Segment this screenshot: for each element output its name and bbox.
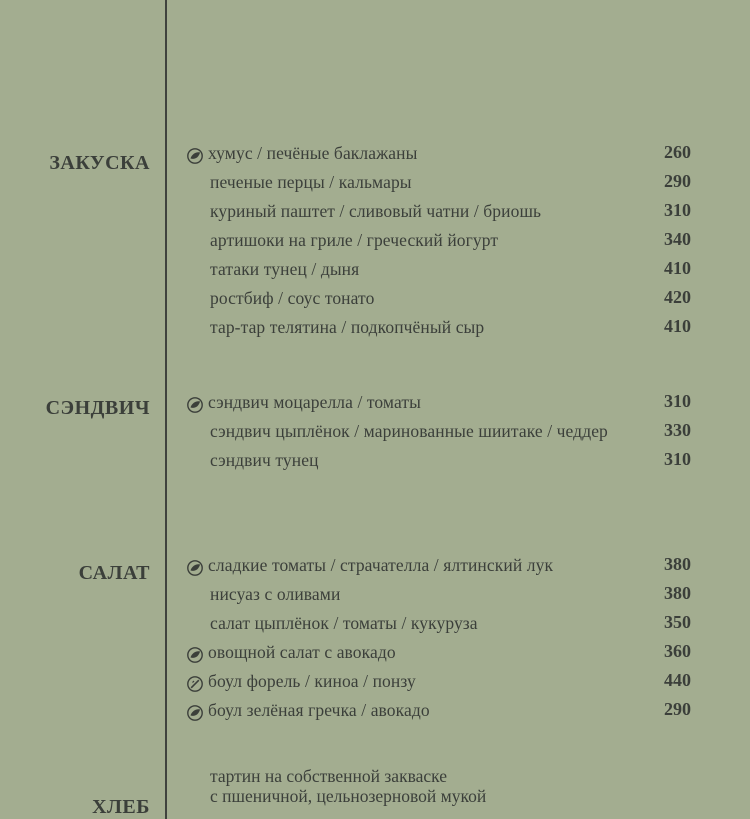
bread-note-line1: тартин на собственной закваске	[210, 766, 447, 786]
menu-item	[185, 419, 695, 448]
item-name: овощной салат с авокадо	[208, 642, 396, 662]
veg-icon	[187, 397, 203, 413]
item-price: 380	[664, 554, 691, 574]
veg-icon	[187, 560, 203, 576]
item-name: сладкие томаты / страчателла / ялтинский лук	[208, 555, 554, 575]
item-name: хумус / печёные баклажаны	[208, 143, 418, 163]
item-name: сэндвич моцарелла / томаты	[208, 392, 421, 412]
menu-item	[185, 669, 695, 698]
item-price: 340	[664, 229, 691, 249]
bread-note	[210, 766, 486, 806]
veg-icon	[187, 705, 203, 721]
item-name: печеные перцы / кальмары	[210, 172, 412, 192]
menu-item	[185, 611, 695, 640]
section-title-salad: САЛАТ	[78, 562, 150, 584]
item-price: 350	[664, 612, 691, 632]
item-price: 420	[664, 287, 691, 307]
section-title-bread: ХЛЕБ	[92, 796, 150, 818]
menu-item	[185, 698, 695, 727]
menu-item	[185, 315, 695, 344]
veg-icon	[187, 148, 203, 164]
item-name: татаки тунец / дыня	[210, 259, 360, 279]
item-price: 290	[664, 699, 691, 719]
item-name: боул зелёная гречка / авокадо	[208, 700, 430, 720]
item-name: тар-тар телятина / подкопчёный сыр	[210, 317, 485, 337]
section-title-sandwich: СЭНДВИЧ	[45, 397, 150, 419]
slash-icon	[187, 676, 203, 692]
item-price: 310	[664, 449, 691, 469]
item-price: 410	[664, 258, 691, 278]
menu-item	[185, 141, 695, 170]
item-name: куриный паштет / сливовый чатни / бриошь	[210, 201, 542, 221]
item-price: 440	[664, 670, 691, 690]
item-price: 380	[664, 583, 691, 603]
item-price: 310	[664, 200, 691, 220]
item-price: 290	[664, 171, 691, 191]
vertical-divider	[165, 0, 167, 819]
item-price: 360	[664, 641, 691, 661]
item-name: салат цыплёнок / томаты / кукуруза	[210, 613, 478, 633]
menu-item	[185, 199, 695, 228]
item-price: 260	[664, 142, 691, 162]
item-name: нисуаз с оливами	[210, 584, 341, 604]
menu-item	[185, 553, 695, 582]
menu-item	[185, 390, 695, 419]
item-price: 310	[664, 391, 691, 411]
veg-icon	[187, 647, 203, 663]
menu-item	[185, 257, 695, 286]
bread-note-line2: с пшеничной, цельнозерновой мукой	[210, 786, 487, 806]
item-name: ростбиф / соус тонато	[210, 288, 375, 308]
menu-item	[185, 640, 695, 669]
menu-item	[185, 170, 695, 199]
menu-item	[185, 582, 695, 611]
item-name: боул форель / киноа / понзу	[208, 671, 416, 691]
menu-item	[185, 228, 695, 257]
item-price: 330	[664, 420, 691, 440]
item-price: 410	[664, 316, 691, 336]
menu-item	[185, 448, 695, 477]
section-title-zakuska: ЗАКУСКА	[49, 152, 150, 174]
item-name: сэндвич цыплёнок / маринованные шиитаке / чеддер	[210, 421, 608, 441]
menu-item	[185, 286, 695, 315]
item-name: сэндвич тунец	[210, 450, 319, 470]
item-name: артишоки на гриле / греческий йогурт	[210, 230, 499, 250]
